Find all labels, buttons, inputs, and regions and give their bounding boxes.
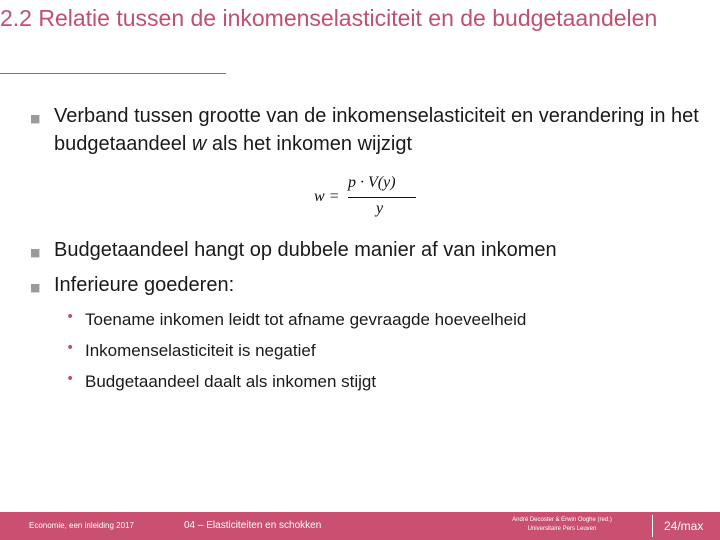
bullet-text-2: Budgetaandeel hangt op dubbele manier af van inkomen [54,239,557,261]
bullet-text-3: Inferieure goederen: [54,274,235,296]
slide-title: 2.2 Relatie tussen de inkomenselasticiteit en de budgetaandelen [0,5,658,31]
footer-book: Economie, een inleiding 2017 [29,521,134,530]
formula-denominator: y [376,200,384,217]
square-bullet-icon: ■ [30,281,41,294]
title-underline [0,73,226,74]
sub-bullet-text: Toename inkomen leidt tot afname gevraagde hoeveelheid [85,310,527,329]
bullet-text-1: Verband tussen grootte van de inkomenselasticiteit en verandering in het budgetaandeel w als het inkomen wijzigt [54,105,699,155]
sub-bullet-dot-icon: • [66,340,75,356]
sub-bullet-dot-icon: • [66,371,75,387]
footer-chapter: 04 – Elasticiteiten en schokken [184,520,322,531]
footer-divider [652,515,653,537]
footer-credits [480,516,644,534]
page-number: 24/max [664,519,704,533]
sub-bullet-text: Budgetaandeel daalt als inkomen stijgt [85,372,377,391]
sub-bullet-text: Inkomenselasticiteit is negatief [85,341,316,360]
fraction-bar [348,197,416,198]
sub-bullet-dot-icon: • [66,309,75,325]
formula-lhs: w = [314,188,340,205]
footer-authors: André Decoster & Erwin Ooghe (red.) [512,517,612,523]
square-bullet-icon: ■ [30,246,41,259]
square-bullet-icon: ■ [30,112,41,125]
budget-share-formula [312,172,422,224]
footer-bar [0,512,720,540]
formula-numerator: p · V(y) [348,174,396,191]
footer-publisher: Universitaire Pers Leuven [527,526,597,532]
